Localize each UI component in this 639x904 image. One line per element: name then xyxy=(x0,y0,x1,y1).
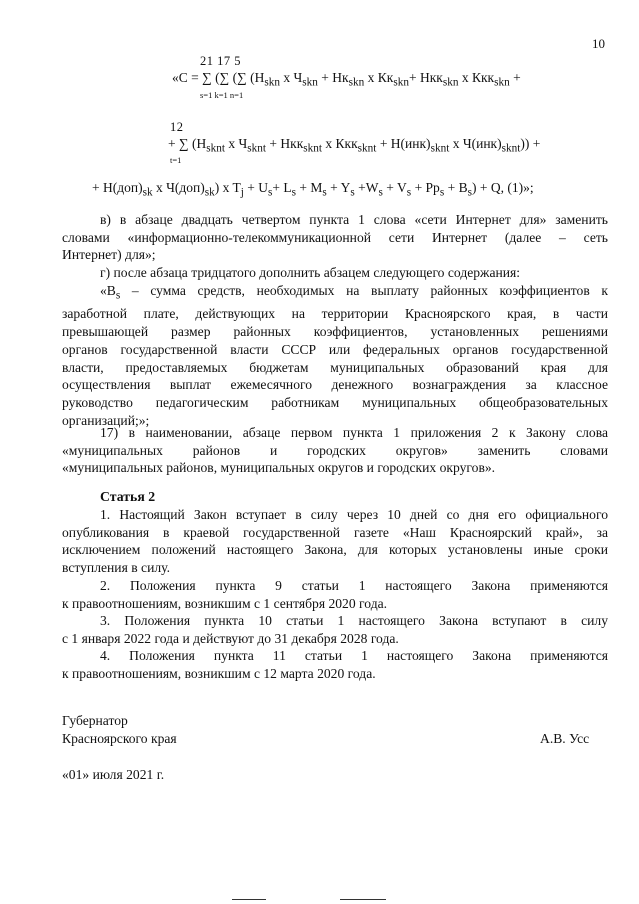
text-line: «муниципальных районов и городских округов» заменить словами xyxy=(62,442,608,458)
signatory-title-line-2: Красноярского края xyxy=(62,730,177,746)
text-line: г) после абзаца тридцатого дополнить абзацем следующего содержания: xyxy=(100,265,521,280)
text-line: осуществления выплат ежемесячного денежного вознаграждения за классное xyxy=(62,377,608,393)
text-line: 17) в наименовании, абзаце первом пункта 1 приложения 2 к Закону слова xyxy=(100,425,608,440)
signatory-title-line-1: Губернатор xyxy=(62,713,128,728)
paragraph-bs xyxy=(62,282,608,429)
signing-date: «01» июля 2021 г. xyxy=(62,767,165,782)
text-line: руководство педагогическим работникам муниципальных общеобразовательных xyxy=(62,394,608,410)
text-line: «муниципальных районов, муниципальных округов и городских округов». xyxy=(62,460,496,476)
scan-mark xyxy=(232,899,266,900)
text-line: власти, предоставляемых бюджетам муниципальных образований края для xyxy=(62,359,608,375)
text-line: исключением положений настоящего Закона, для которых установлены иные сроки xyxy=(62,542,608,558)
formula-upper-limit-t: 12 xyxy=(170,120,184,134)
article2-paragraph-3 xyxy=(62,612,608,647)
formula-line-3: + $Н(доп)_{sk}$ x $Ч(доп)_{sk}$) x $T_j + U_s+ L_s + M_s + Y_s +W_s + V_s + Pp_s + B_s) + Q$, (1)»; xyxy=(92,180,534,199)
text-line: вступления в силу. xyxy=(62,560,170,576)
paragraph-g xyxy=(62,264,608,282)
article2-paragraph-4 xyxy=(62,647,608,682)
paragraph-v xyxy=(62,211,608,264)
article-heading: Статья 2 xyxy=(100,489,156,504)
text-line: организаций;»; xyxy=(62,412,150,428)
text-line: в) в абзаце двадцать четвертом пункта 1 слова «сети Интернет для» заменить xyxy=(100,212,608,227)
formula-lower-limit-t: t=1 xyxy=(170,155,182,165)
signatory-title xyxy=(62,712,177,747)
page-number: 10 xyxy=(592,36,605,51)
text-line: «$B_s$ – сумма средств, необходимых на выплату районных коэффициентов к xyxy=(100,283,608,302)
text-line: словами «информационно-телекоммуникационной сети Интернет (далее – сеть xyxy=(62,229,608,245)
text-line: 4. Положения пункта 11 статьи 1 настоящего Закона применяются xyxy=(100,648,608,663)
text-line: 3. Положения пункта 10 статьи 1 настоящего Закона вступают в силу xyxy=(100,613,608,628)
text-line: Интернет) для»; xyxy=(62,247,156,263)
text-line: 2. Положения пункта 9 статьи 1 настоящего Закона применяются xyxy=(100,578,608,593)
text-line: превышающей размер районных коэффициентов, установленных решениями xyxy=(62,324,608,340)
article2-paragraph-1 xyxy=(62,506,608,577)
text-line: к правоотношениям, возникшим с 12 марта 2020 года. xyxy=(62,665,376,681)
paragraph-17 xyxy=(62,424,608,477)
scan-mark xyxy=(340,899,386,900)
text-line: к правоотношениям, возникшим с 1 сентября 2020 года. xyxy=(62,595,388,611)
text-line: с 1 января 2022 года и действуют до 31 декабря 2028 года. xyxy=(62,630,399,646)
formula-upper-limits: 21 17 5 xyxy=(200,54,241,68)
text-line: заработной плате, действующих на территории Красноярского края, в части xyxy=(62,306,608,322)
text-line: 1. Настоящий Закон вступает в силу через 10 дней со дня его официального xyxy=(100,507,608,522)
signatory-name: А.В. Усс xyxy=(540,731,590,746)
formula-lower-limits: s=1 k=1 n=1 xyxy=(200,90,244,100)
text-line: органов государственной власти СССР или федеральных органов государственной xyxy=(62,341,608,357)
article2-paragraph-2 xyxy=(62,577,608,612)
formula-line-1: «C = ∑ (∑ (∑ ($H_{skn}$ x $Ч_{skn} + Нк_{skn}$ x $Кк_{skn}+ Нкк_{skn}$ x Ккк$_{skn}$ + xyxy=(172,70,521,89)
formula-line-2: + ∑ ($Н_{sknt}$ x $Ч_{sknt} + Нкк_{sknt}$ x $Ккк_{sknt} + Н(инк)_{sknt}$ x $Ч(инк)_{sknt}$)) + xyxy=(168,136,541,155)
text-line: опубликования в краевой государственной газете «Наш Красноярский край», за xyxy=(62,524,608,540)
